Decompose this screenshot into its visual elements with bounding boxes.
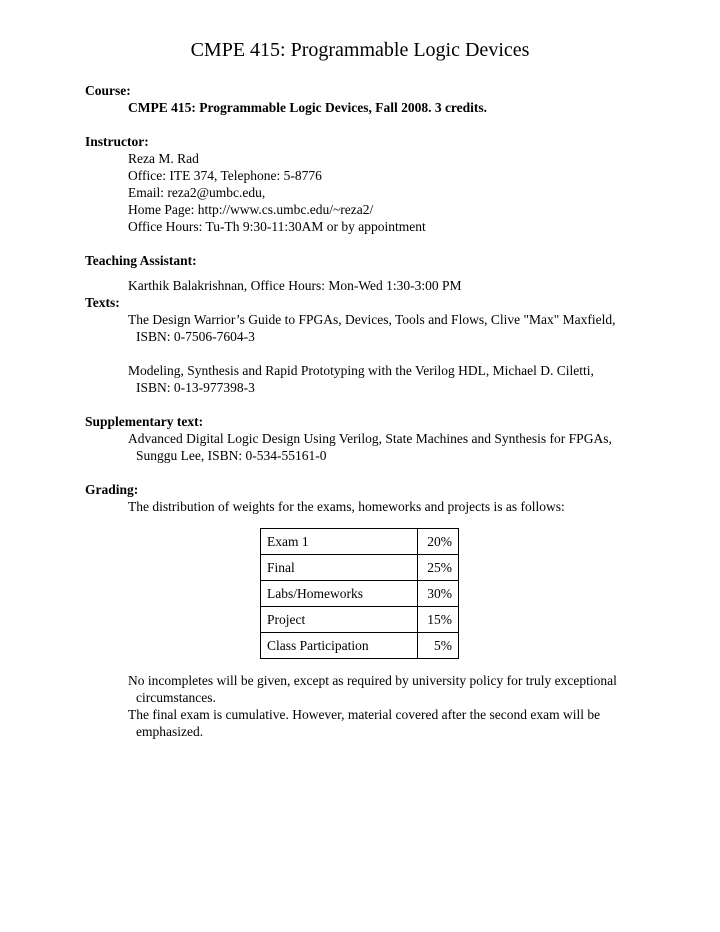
- text-book-1-line1: The Design Warrior’s Guide to FPGAs, Devices, Tools and Flows, Clive "Max" Maxfield,: [128, 312, 616, 327]
- text-book-1: [85, 311, 645, 345]
- instructor-name: Reza M. Rad: [128, 151, 199, 166]
- grade-weight: 25%: [418, 555, 459, 581]
- table-row: [261, 607, 459, 633]
- grade-weight: 15%: [418, 607, 459, 633]
- table-row: [261, 633, 459, 659]
- grade-label: Labs/Homeworks: [261, 581, 418, 607]
- incompletes-note-line2: circumstances.: [136, 690, 216, 705]
- grade-weight: 5%: [418, 633, 459, 659]
- final-exam-note-line2: emphasized.: [136, 724, 204, 739]
- supplementary-line1: Advanced Digital Logic Design Using Verilog, State Machines and Synthesis for FPGAs,: [128, 431, 612, 446]
- instructor-email: Email: reza2@umbc.edu,: [128, 185, 266, 200]
- supplementary-heading: Supplementary text:: [85, 414, 204, 429]
- grade-weight: 20%: [418, 529, 459, 555]
- text-book-2-line2: ISBN: 0-13-977398-3: [136, 380, 255, 395]
- ta-heading: Teaching Assistant:: [85, 253, 197, 268]
- course-line: CMPE 415: Programmable Logic Devices, Fall 2008. 3 credits.: [128, 100, 488, 115]
- table-row: [261, 529, 459, 555]
- final-exam-note-line1: The final exam is cumulative. However, material covered after the second exam will be: [128, 707, 601, 722]
- table-row: [261, 581, 459, 607]
- grade-label: Final: [261, 555, 418, 581]
- incompletes-note: [85, 672, 645, 706]
- grade-label: Class Participation: [261, 633, 418, 659]
- text-book-2-line1: Modeling, Synthesis and Rapid Prototyping with the Verilog HDL, Michael D. Ciletti,: [128, 363, 594, 378]
- instructor-heading: Instructor:: [85, 134, 149, 149]
- text-book-2: [85, 362, 645, 396]
- instructor-homepage: Home Page: http://www.cs.umbc.edu/~reza2/: [128, 202, 374, 217]
- grade-label: Exam 1: [261, 529, 418, 555]
- table-row: [261, 555, 459, 581]
- instructor-office-hours: Office Hours: Tu-Th 9:30-11:30AM or by appointment: [128, 219, 426, 234]
- text-book-1-line2: ISBN: 0-7506-7604-3: [136, 329, 255, 344]
- course-heading: Course:: [85, 83, 131, 98]
- grading-table: [260, 528, 459, 659]
- grading-intro: The distribution of weights for the exams, homeworks and projects is as follows:: [128, 499, 565, 514]
- final-exam-note: [85, 706, 645, 740]
- grading-heading: Grading:: [85, 482, 139, 497]
- instructor-office: Office: ITE 374, Telephone: 5-8776: [128, 168, 322, 183]
- incompletes-note-line1: No incompletes will be given, except as required by university policy for truly exceptional: [128, 673, 617, 688]
- syllabus-content: [85, 82, 645, 740]
- grade-label: Project: [261, 607, 418, 633]
- supplementary-line2: Sunggu Lee, ISBN: 0-534-55161-0: [136, 448, 327, 463]
- ta-line: Karthik Balakrishnan, Office Hours: Mon-Wed 1:30-3:00 PM: [128, 278, 462, 293]
- texts-heading: Texts:: [85, 295, 120, 310]
- page-title: CMPE 415: Programmable Logic Devices: [190, 39, 530, 61]
- grade-weight: 30%: [418, 581, 459, 607]
- supplementary-book: [85, 430, 645, 464]
